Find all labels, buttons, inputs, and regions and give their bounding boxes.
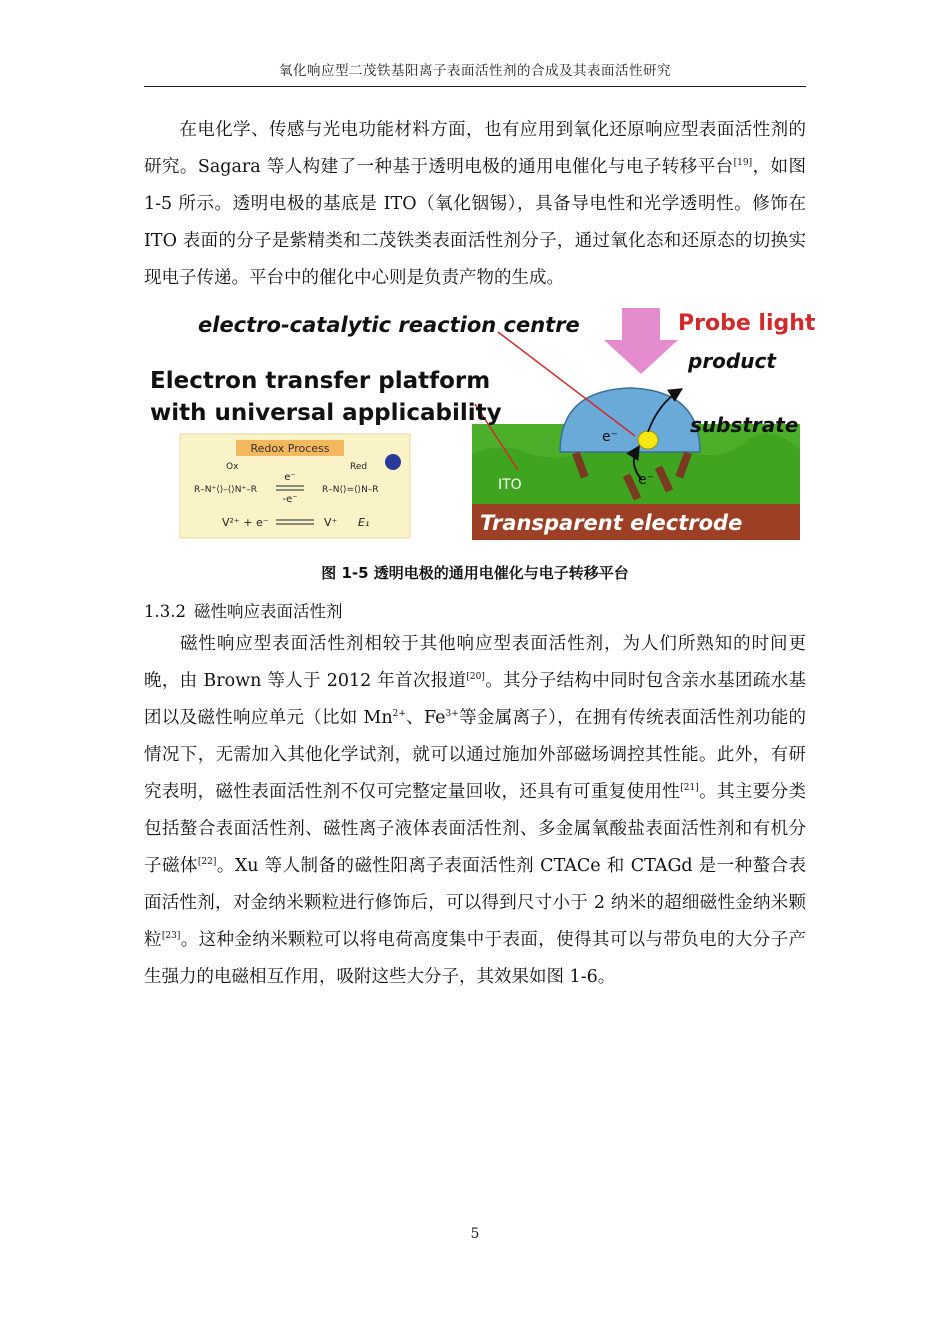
dome-electron: e⁻	[602, 429, 619, 445]
p2-text-6: 。Xu 等人制备的磁性阳离子表面活性剂 CTACe 和 CTAGd 是一种螯合表面活性剂，对金纳米颗粒进行修饰后，可以得到尺寸小于 2 纳米的超细磁性金纳米颗粒	[144, 856, 807, 950]
p2-text-3: 、Fe	[405, 708, 446, 728]
paragraph-electrochemistry	[144, 112, 806, 297]
p2-text-2: 。其分子结构中同时包含亲水基团疏水基团以及磁性响应单元（比如 Mn	[144, 671, 806, 728]
platform-label-line1: Electron transfer platform	[150, 368, 491, 394]
reaction-centre-label: electro-catalytic reaction centre	[198, 313, 580, 337]
equation-left: V²⁺ + e⁻	[222, 516, 269, 529]
p2-text-7: 。这种金纳米颗粒可以将电荷高度集中于表面，使得其可以与带负电的大分子产生强力的电磁相互作用，吸附这些大分子，其效果如图 1-6。	[144, 930, 807, 987]
probe-light-label: Probe light	[678, 311, 816, 336]
citation-22[interactable]: [22]	[197, 857, 217, 868]
figure-caption: 图 1-5 透明电极的通用电催化与电子转移平台	[321, 564, 629, 582]
redox-title: Redox Process	[250, 442, 330, 455]
substrate-label: substrate	[690, 413, 799, 437]
citation-20[interactable]: [20]	[466, 672, 485, 683]
probe-light-arrow	[604, 308, 678, 374]
running-header: 氧化响应型二茂铁基阳离子表面活性剂的合成及其表面活性研究	[144, 58, 806, 87]
page-number: 5	[470, 1226, 480, 1242]
reduced-species-dot	[385, 454, 401, 470]
equation-right: V⁺	[324, 516, 338, 529]
section-heading	[144, 598, 342, 622]
figure-1-5	[150, 304, 816, 544]
ito-label: ITO	[498, 477, 522, 493]
catalytic-dome	[560, 388, 700, 452]
paragraph-magnetic	[144, 626, 806, 996]
redox-e-bottom: -e⁻	[282, 494, 298, 505]
red-label: Red	[350, 462, 368, 472]
p2-text-4: 等金属离子），在拥有传统表面活性剂功能的情况下，无需加入其他化学试剂，就可以通过施加外部磁场调控其性能。此外，有研究表明，磁性表面活性剂不仅可完整定量回收，还具有可重复使用性	[144, 708, 806, 802]
svg-text:R–N⟨⟩=⟨⟩N–R: R–N⟨⟩=⟨⟩N–R	[322, 485, 379, 495]
citation-21[interactable]: [21]	[680, 783, 699, 794]
p2-text-5: 。其主要分类包括螯合表面活性剂、磁性离子液体表面活性剂、多金属氧酸盐表面活性剂和有机分子磁体	[144, 782, 807, 876]
section-title: 磁性响应表面活性剂	[193, 602, 343, 621]
citation-19[interactable]: [19]	[733, 158, 753, 169]
p2-text-1: 磁性响应型表面活性剂相较于其他响应型表面活性剂，为人们所熟知的时间更晚，由 Brown 等人于 2012 年首次报道	[144, 634, 806, 691]
section-number: 1.3.2	[144, 602, 186, 621]
svg-text:R–N⁺⟨⟩–⟨⟩N⁺–R: R–N⁺⟨⟩–⟨⟩N⁺–R	[194, 485, 258, 495]
surface-electron: e⁻	[638, 472, 655, 488]
superscript-fe-charge: 3+	[445, 709, 459, 720]
redox-e-top: e⁻	[284, 472, 296, 483]
electrode-label: Transparent electrode	[480, 511, 743, 535]
product-label: product	[688, 349, 776, 373]
substrate-particle	[638, 431, 658, 449]
superscript-mn-charge: 2+	[392, 709, 406, 720]
paragraph1-text-a: 在电化学、传感与光电功能材料方面，也有应用到氧化还原响应型表面活性剂的研究。Sagara 等人构建了一种基于透明电极的通用电催化与电子转移平台	[144, 120, 806, 177]
paragraph1-text-b: ，如图 1-5 所示。透明电极的基底是 ITO（氧化铟锡），具备导电性和光学透明性。修饰在 ITO 表面的分子是紫精类和二茂铁类表面活性剂分子，通过氧化态和还原态的切换实现电子传递。平台中的催化中心则是负责产物的生成。	[144, 157, 806, 288]
citation-23[interactable]: [23]	[161, 931, 181, 942]
e1-label: E₁	[358, 516, 370, 529]
ox-label: Ox	[226, 462, 239, 472]
platform-label-line2: with universal applicability	[150, 400, 502, 426]
